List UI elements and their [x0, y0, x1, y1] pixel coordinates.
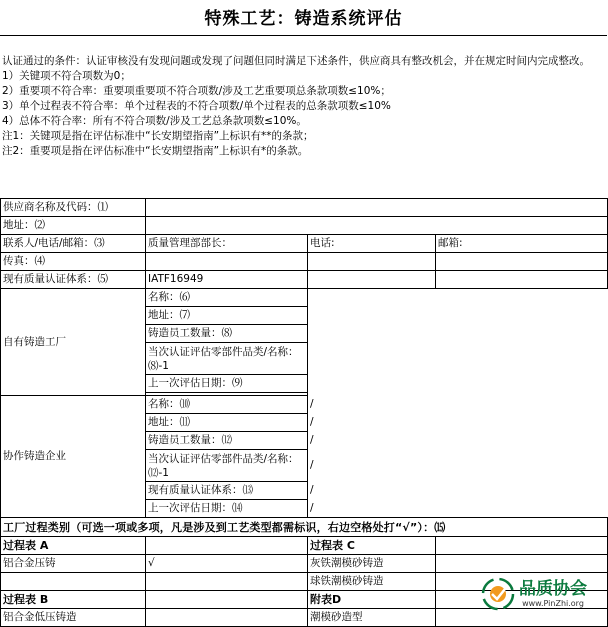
coop-foundry-parts-label: 当次认证评估零部件品类/名称：⑿-1 — [146, 450, 308, 482]
fax-field[interactable] — [146, 253, 308, 271]
own-foundry-parts-field[interactable] — [308, 343, 608, 375]
own-foundry-staff-field[interactable] — [308, 325, 608, 343]
coop-foundry-parts-value[interactable]: / — [310, 459, 314, 471]
conditions-line: 1）关键项不符合项数为0； — [2, 70, 131, 82]
coop-foundry-qms-value[interactable]: / — [310, 484, 314, 496]
process-table-d-heading: 附表D — [308, 591, 436, 609]
supplier-name-label: 供应商名称及代码：⑴ — [1, 199, 146, 217]
watermark-name: 品质协会 — [519, 578, 587, 599]
process-item-ductile-iron-green-sand: 球铁潮模砂铸造 — [308, 573, 436, 591]
conditions-line: 认证通过的条件：认证审核没有发现问题或发现了问题但同时满足下述条件，供应商具有整改机会，并在规定时间内完成整改。 — [2, 55, 590, 67]
process-item-grey-iron-green-sand: 灰铁潮模砂铸造 — [308, 555, 436, 573]
process-table-c-heading: 过程表 C — [308, 537, 436, 555]
qms-field-2[interactable] — [308, 271, 436, 289]
conditions-line: 注1：关键项是指在评估标准中“长安期望指南”上标识有**的条款； — [2, 130, 314, 142]
fax-label: 传真：⑷ — [1, 253, 146, 271]
title-divider — [0, 35, 607, 36]
process-check-aluminum-die-casting[interactable]: √ — [146, 555, 308, 573]
fax-field-2[interactable] — [308, 253, 436, 271]
process-item-green-sand-molding: 潮模砂造型 — [308, 609, 436, 627]
process-category-heading: 工厂过程类别（可选一项或多项，凡是涉及到工艺类型都需标识，右边空格处打“√”）：⒂ — [1, 518, 608, 537]
own-foundry-address-field[interactable] — [308, 307, 608, 325]
watermark-url: www.PinZhi.org — [522, 598, 584, 608]
own-foundry-name-label: 名称：⑹ — [146, 289, 308, 307]
process-table-b-blank — [146, 591, 308, 609]
supplier-name-field[interactable] — [146, 199, 608, 217]
address-field[interactable] — [146, 217, 608, 235]
coop-foundry-qms-label: 现有质量认证体系：⒀ — [146, 482, 308, 500]
fax-field-3[interactable] — [436, 253, 608, 271]
process-table-d-blank — [436, 591, 608, 609]
process-table-c-blank — [436, 537, 608, 555]
supplier-assessment-table — [0, 198, 608, 627]
process-blank-left-check — [146, 573, 308, 591]
email-label: 邮箱: — [436, 235, 608, 253]
coop-foundry-last-assessment-label: 上一次评估日期：⒁ — [146, 500, 308, 518]
own-foundry-parts-label: 当次认证评估零部件品类/名称：⑻-1 — [146, 343, 308, 375]
own-foundry-last-assessment-label: 上一次评估日期：⑼ — [146, 375, 308, 393]
process-item-aluminum-die-casting: 铝合金压铸 — [1, 555, 146, 573]
conditions-line: 4）总体不符合率：所有不符合项数/涉及工艺总条款项数≤10%。 — [2, 115, 307, 127]
own-foundry-label: 自有铸造工厂 — [1, 289, 146, 396]
certification-conditions — [2, 54, 605, 159]
coop-foundry-label: 协作铸造企业 — [1, 396, 146, 518]
process-check-grey-iron-green-sand[interactable] — [436, 555, 608, 573]
coop-foundry-name-value[interactable]: / — [310, 398, 314, 410]
address-label: 地址：⑵ — [1, 217, 146, 235]
process-check-green-sand-molding[interactable] — [436, 609, 608, 627]
conditions-line: 注2：重要项是指在评估标准中“长安期望指南”上标识有*的条款。 — [2, 145, 309, 157]
conditions-line: 3）单个过程表不符合率：单个过程表的不符合项数/单个过程表的总条款项数≤10% — [2, 100, 391, 112]
qms-label: 现有质量认证体系：⑸ — [1, 271, 146, 289]
process-table-a-heading: 过程表 A — [1, 537, 146, 555]
own-foundry-last-assessment-field[interactable] — [308, 375, 608, 393]
process-table-b-heading: 过程表 B — [1, 591, 146, 609]
own-foundry-name-field[interactable] — [308, 289, 608, 307]
own-foundry-staff-label: 铸造员工数量：⑻ — [146, 325, 308, 343]
qms-field-3[interactable] — [436, 271, 608, 289]
qm-manager-label: 质量管理部部长： — [146, 235, 308, 253]
contact-label: 联系人/电话/邮箱：⑶ — [1, 235, 146, 253]
coop-foundry-address-value[interactable]: / — [310, 416, 314, 428]
process-check-ductile-iron-green-sand[interactable] — [436, 573, 608, 591]
own-foundry-address-label: 地址：⑺ — [146, 307, 308, 325]
process-check-aluminum-low-pressure[interactable] — [146, 609, 308, 627]
qms-value[interactable]: IATF16949 — [146, 271, 308, 289]
phone-label: 电话: — [308, 235, 436, 253]
process-blank-left — [1, 573, 146, 591]
page-title: 特殊工艺：铸造系统评估 — [204, 9, 403, 29]
process-table-a-blank — [146, 537, 308, 555]
coop-foundry-address-label: 地址：⑾ — [146, 414, 308, 432]
coop-foundry-last-assessment-value[interactable]: / — [310, 501, 314, 514]
coop-foundry-staff-value[interactable]: / — [310, 434, 314, 446]
conditions-line: 2）重要项不符合率：重要项重要项不符合项数/涉及工艺重要项总条款项数≤10%； — [2, 85, 391, 97]
coop-foundry-name-label: 名称：⑽ — [146, 396, 308, 414]
coop-foundry-staff-label: 铸造员工数量：⑿ — [146, 432, 308, 450]
process-item-aluminum-low-pressure: 铝合金低压铸造 — [1, 609, 146, 627]
